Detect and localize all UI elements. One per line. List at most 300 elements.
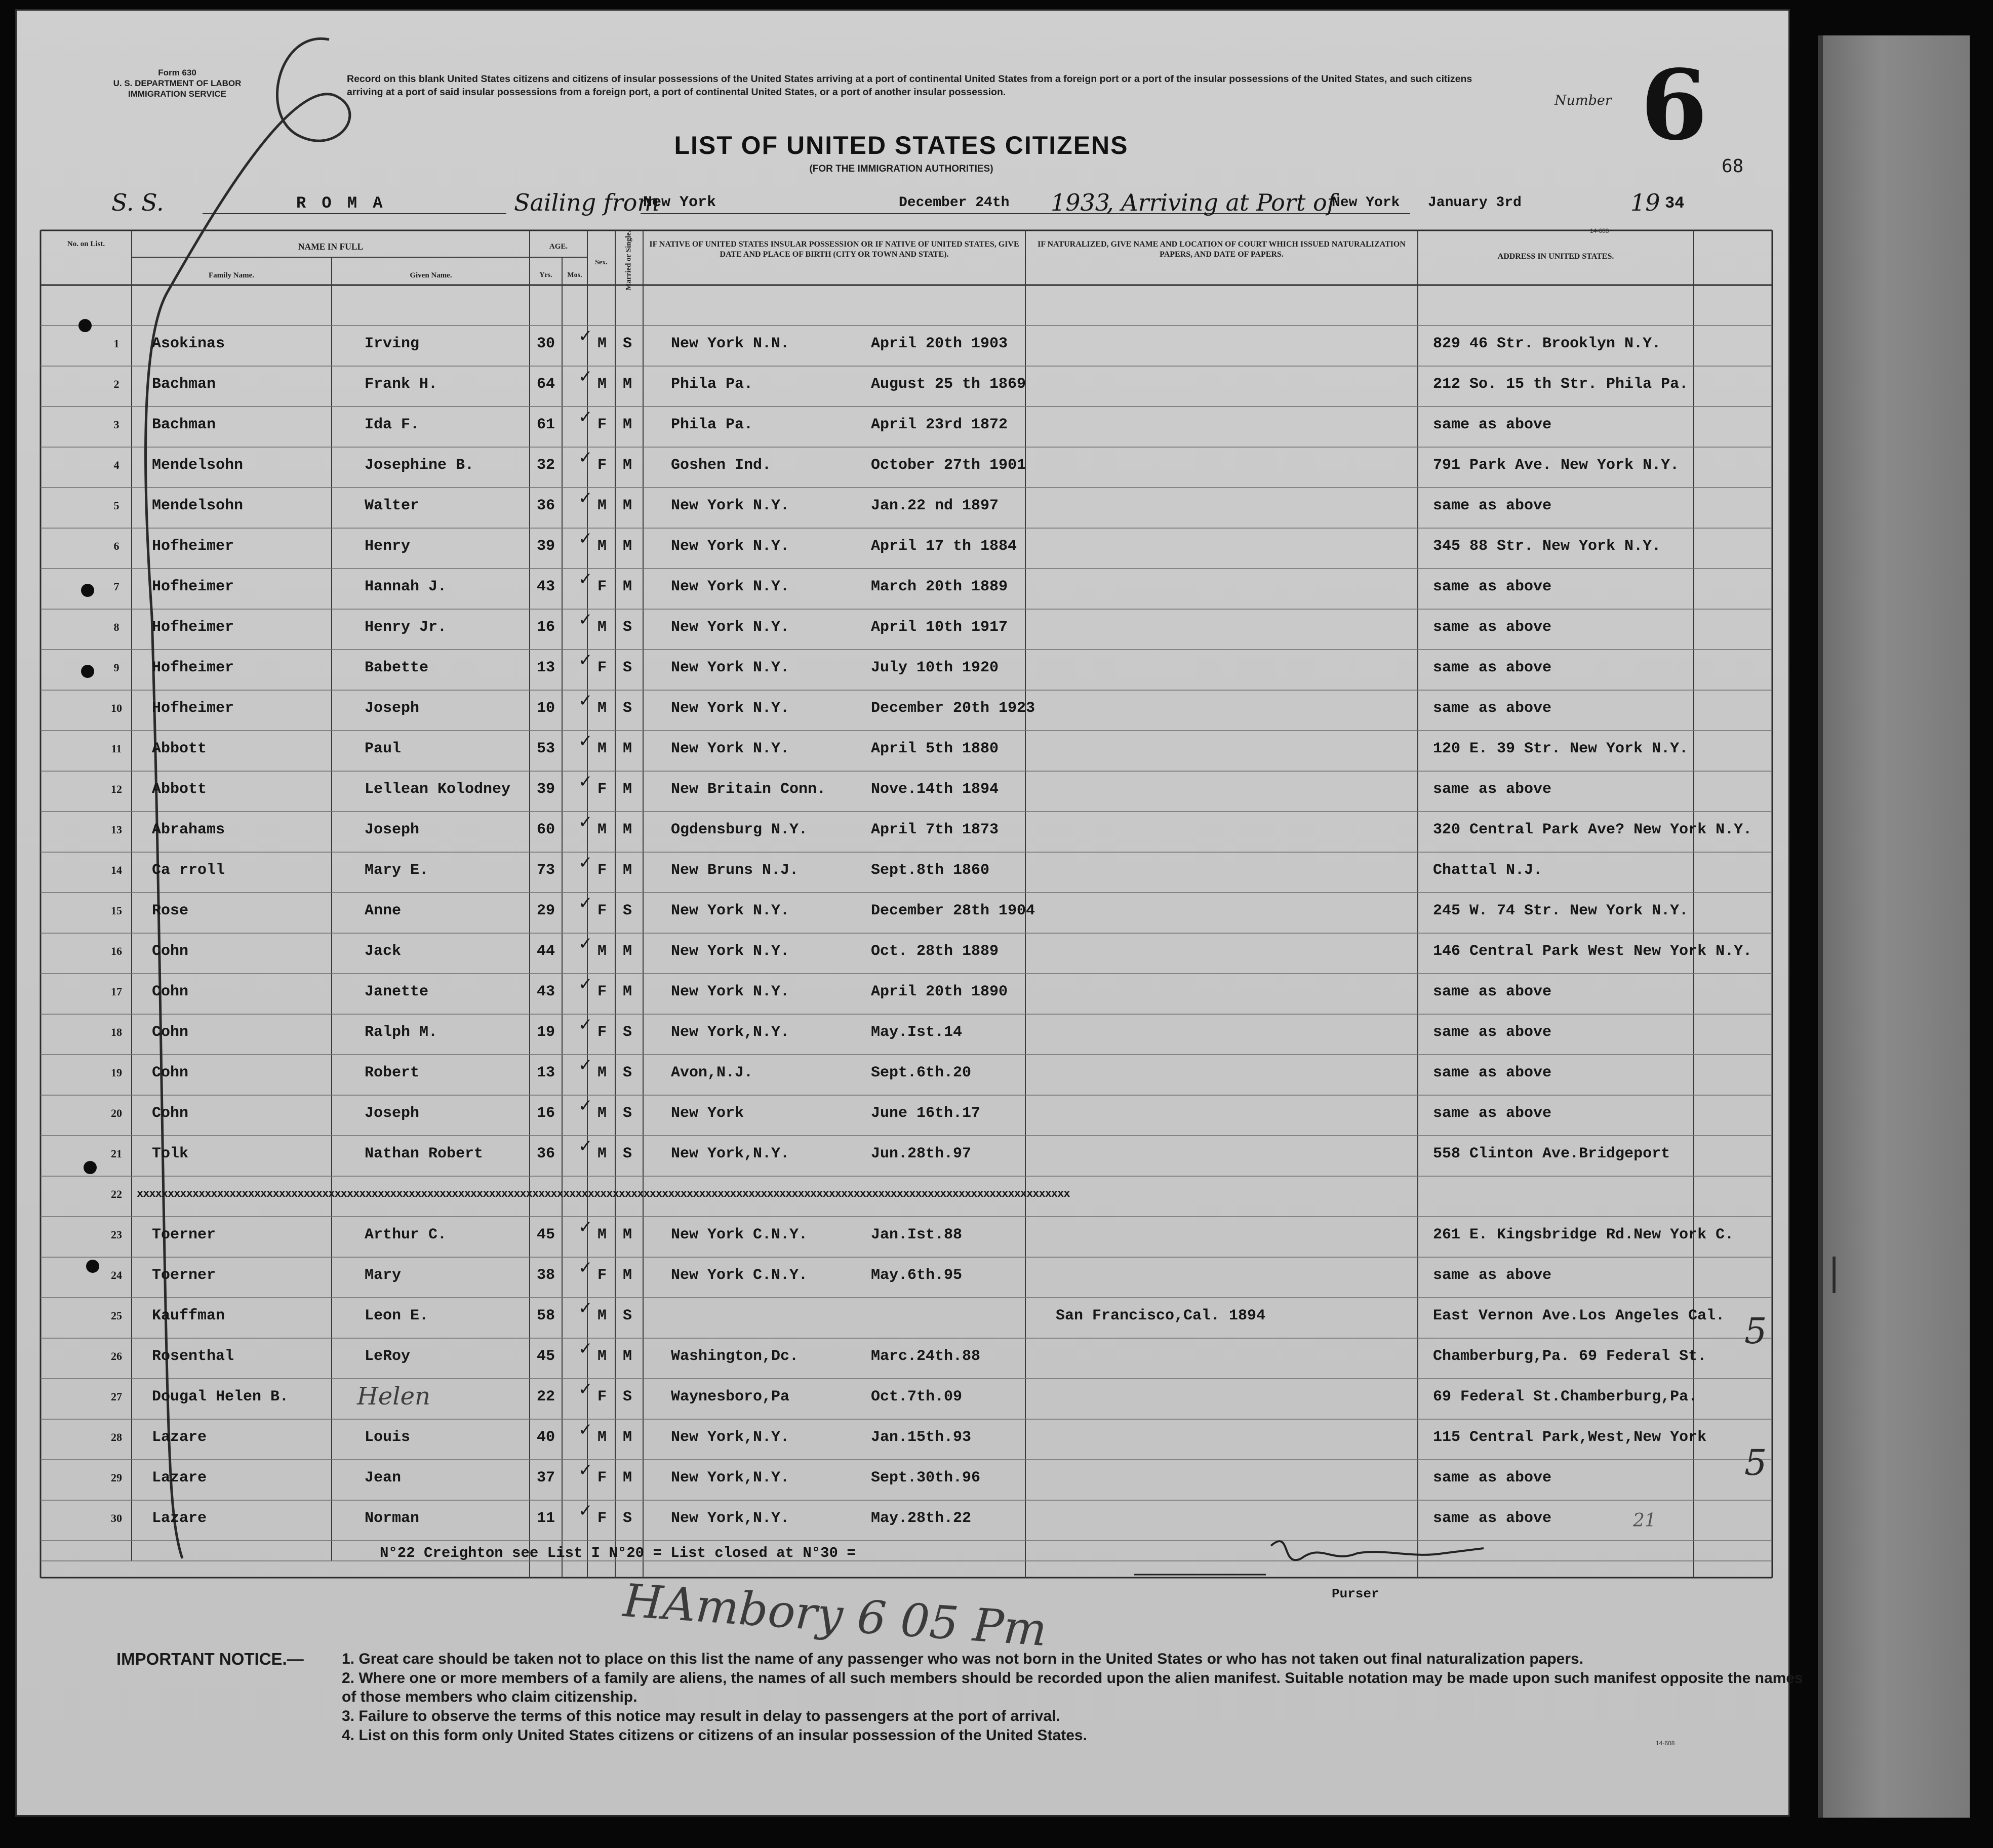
service-name: IMMIGRATION SERVICE [128, 89, 226, 99]
marital-status: M [623, 1348, 632, 1365]
given-name: Babette [365, 659, 429, 676]
us-address: same as above [1433, 416, 1552, 433]
marital-status: M [623, 376, 632, 393]
birth-date: Marc.24th.88 [871, 1348, 981, 1365]
naturalization: San Francisco,Cal. 1894 [1056, 1307, 1266, 1324]
family-name: Bachman [152, 376, 216, 393]
table-row [15, 1298, 1790, 1346]
birth-place: New York,N.Y. [671, 1024, 790, 1041]
marital-status: S [623, 1024, 632, 1041]
birth-date: April 10th 1917 [871, 619, 1008, 636]
birth-place: Avon,N.J. [671, 1064, 753, 1081]
marital-status: M [623, 1226, 632, 1243]
row-number: 6 [113, 540, 119, 552]
birth-date: Oct. 28th 1889 [871, 943, 999, 960]
age-years: 30 [537, 335, 555, 352]
sex: F [597, 1469, 607, 1487]
sex: M [597, 821, 607, 838]
ss-label: S. S. [111, 189, 164, 216]
family-name: Rosenthal [152, 1348, 234, 1365]
table-row [15, 1460, 1790, 1508]
us-address: 345 88 Str. New York N.Y. [1433, 538, 1661, 555]
department-name: U. S. DEPARTMENT OF LABOR [113, 78, 242, 88]
purser-label: Purser [1332, 1586, 1379, 1601]
family-name: Lazare [152, 1429, 207, 1446]
row-number: 15 [111, 904, 122, 917]
sex: M [597, 700, 607, 717]
notice-item-4: 4. List on this form only United States citizens or citizens of an insular possession of the United States. [342, 1727, 1087, 1744]
table-row [15, 1184, 1790, 1224]
checkmark-icon: ✓ [578, 1015, 593, 1035]
row-number: 27 [111, 1390, 122, 1403]
checkmark-icon: ✓ [578, 1217, 593, 1237]
table-row [15, 1258, 1790, 1305]
sex: F [597, 457, 607, 474]
sex: M [597, 1307, 607, 1324]
sex: M [597, 943, 607, 960]
row-number: 20 [111, 1107, 122, 1119]
family-name: Abbott [152, 740, 207, 757]
checkmark-icon: ✓ [578, 448, 593, 468]
manifest-sheet [15, 9, 1803, 1817]
table-row [15, 853, 1790, 900]
given-name: Louis [365, 1429, 411, 1446]
checkmark-icon: ✓ [578, 610, 593, 630]
birth-date: June 16th.17 [871, 1105, 981, 1122]
birth-place: New York C.N.Y. [671, 1226, 808, 1243]
marital-status: M [623, 578, 632, 595]
birth-place: New York,N.Y. [671, 1510, 790, 1527]
birth-date: April 23rd 1872 [871, 416, 1008, 433]
given-name: Anne [365, 902, 402, 919]
age-years: 60 [537, 821, 555, 838]
family-name: Asokinas [152, 335, 225, 352]
checkmark-icon: ✓ [578, 488, 593, 508]
given-name: Ralph M. [365, 1024, 438, 1041]
edge-mark: | [1828, 1251, 1841, 1293]
age-years: 16 [537, 619, 555, 636]
tally-mark: 21 [1633, 1510, 1656, 1531]
sex: M [597, 538, 607, 555]
birth-place: New Britain Conn. [671, 781, 826, 798]
sailing-date: December 24th [899, 195, 1010, 211]
marital-status: S [623, 1064, 632, 1081]
marital-status: M [623, 740, 632, 757]
form-number: Form 630 [158, 68, 196, 77]
checkmark-icon: ✓ [578, 1339, 593, 1359]
table-row [15, 1217, 1790, 1265]
age-years: 36 [537, 1145, 555, 1162]
age-years: 73 [537, 862, 555, 879]
family-name: Bachman [152, 416, 216, 433]
binder-hole [81, 665, 94, 678]
given-name: Norman [365, 1510, 420, 1527]
marital-status: M [623, 943, 632, 960]
sex: M [597, 335, 607, 352]
us-address: same as above [1433, 983, 1552, 1000]
checkmark-icon: ✓ [578, 1055, 593, 1075]
binder-hole [81, 584, 94, 597]
age-years: 38 [537, 1267, 555, 1284]
margin-mark-2: 5 [1744, 1442, 1767, 1483]
binder-hole [84, 1161, 97, 1174]
marital-status: S [623, 659, 632, 676]
checkmark-icon: ✓ [578, 569, 593, 589]
family-name: Mendelsohn [152, 497, 244, 514]
sex: M [597, 497, 607, 514]
birth-place: New York N.Y. [671, 740, 790, 757]
given-name: Joseph [365, 1105, 420, 1122]
checkmark-icon: ✓ [578, 1096, 593, 1116]
arriving-year: 34 [1665, 194, 1685, 213]
family-name: Abrahams [152, 821, 225, 838]
family-name: Rose [152, 902, 189, 919]
table-row [15, 934, 1790, 981]
marital-status: S [623, 1388, 632, 1405]
birth-place: Ogdensburg N.Y. [671, 821, 808, 838]
row-number: 30 [111, 1512, 122, 1524]
given-name: Robert [365, 1064, 420, 1081]
sex: M [597, 1348, 607, 1365]
birth-date: April 17 th 1884 [871, 538, 1017, 555]
age-years: 53 [537, 740, 555, 757]
given-name: Jack [365, 943, 402, 960]
birth-date: Jan.15th.93 [871, 1429, 972, 1446]
header-yrs: Yrs. [539, 271, 552, 279]
marital-status: M [623, 1429, 632, 1446]
checkmark-icon: ✓ [578, 772, 593, 792]
table-row [15, 1096, 1790, 1143]
sex: F [597, 862, 607, 879]
marital-status: S [623, 1105, 632, 1122]
table-row [15, 1015, 1790, 1062]
sex: M [597, 740, 607, 757]
sex: F [597, 578, 607, 595]
table-row [15, 610, 1790, 657]
birth-date: Jun.28th.97 [871, 1145, 972, 1162]
family-name: Hofheimer [152, 578, 234, 595]
row-number: 4 [113, 459, 119, 471]
given-name: Frank H. [365, 376, 438, 393]
header-family-name: Family Name. [209, 271, 254, 279]
birth-date: August 25 th 1869 [871, 376, 1026, 393]
given-name: Joseph [365, 700, 420, 717]
sex: F [597, 1267, 607, 1284]
birth-date: December 28th 1904 [871, 902, 1035, 919]
sailing-year: 1933 [1051, 189, 1110, 216]
us-address: 320 Central Park Ave? New York N.Y. [1433, 821, 1752, 838]
row-number: 1 [113, 337, 119, 350]
checkmark-icon: ✓ [578, 1258, 593, 1278]
us-address: 115 Central Park,West,New York [1433, 1429, 1707, 1446]
us-address: 146 Central Park West New York N.Y. [1433, 943, 1752, 960]
notice-title: IMPORTANT NOTICE.— [116, 1650, 304, 1668]
birth-date: December 20th 1923 [871, 700, 1035, 717]
age-years: 40 [537, 1429, 555, 1446]
marital-status: M [623, 497, 632, 514]
us-address: same as above [1433, 1510, 1552, 1527]
birth-place: New York [671, 1105, 744, 1122]
table-row [15, 1339, 1790, 1386]
us-address: 829 46 Str. Brooklyn N.Y. [1433, 335, 1661, 352]
sex: M [597, 1145, 607, 1162]
us-address: same as above [1433, 578, 1552, 595]
birth-place: New York N.Y. [671, 497, 790, 514]
family-name: Hofheimer [152, 619, 234, 636]
table-row [15, 529, 1790, 576]
us-address: same as above [1433, 1024, 1552, 1041]
checkmark-icon: ✓ [578, 974, 593, 994]
page-subtitle: (FOR THE IMMIGRATION AUTHORITIES) [809, 164, 993, 174]
age-years: 16 [537, 1105, 555, 1122]
sailing-port: New York [643, 194, 716, 211]
marital-status: M [623, 1469, 632, 1487]
table-row [15, 448, 1790, 495]
given-name: Mary E. [365, 862, 429, 879]
birth-date: April 7th 1873 [871, 821, 999, 838]
us-address: 212 So. 15 th Str. Phila Pa. [1433, 376, 1689, 393]
age-years: 39 [537, 538, 555, 555]
given-name: Jean [365, 1469, 402, 1487]
birth-place: New York,N.Y. [671, 1145, 790, 1162]
birth-place: Phila Pa. [671, 376, 753, 393]
age-years: 45 [537, 1348, 555, 1365]
age-years: 45 [537, 1226, 555, 1243]
form-code-top: 14-608 [1590, 227, 1609, 234]
checkmark-icon: ✓ [578, 1501, 593, 1521]
header-sex: Sex. [595, 259, 608, 266]
row-number: 3 [113, 418, 119, 431]
sex: F [597, 1024, 607, 1041]
header-naturalized: IF NATURALIZED, GIVE NAME AND LOCATION OF COURT WHICH ISSUED NATURALIZATION PAPERS, AND DATE OF PAPERS. [1038, 240, 1406, 259]
row-number: 14 [111, 864, 122, 876]
birth-date: April 5th 1880 [871, 740, 999, 757]
marital-status: S [623, 700, 632, 717]
checkmark-icon: ✓ [578, 691, 593, 711]
checkmark-icon: ✓ [578, 367, 593, 387]
table-row [15, 812, 1790, 860]
birth-date: Sept.8th 1860 [871, 862, 990, 879]
us-address: 791 Park Ave. New York N.Y. [1433, 457, 1680, 474]
family-name: Cohn [152, 983, 189, 1000]
family-name: Kauffman [152, 1307, 225, 1324]
checkmark-icon: ✓ [578, 529, 593, 549]
row-number: 23 [111, 1228, 122, 1241]
table-row [15, 407, 1790, 455]
marital-status: S [623, 1145, 632, 1162]
age-years: 43 [537, 983, 555, 1000]
sex: F [597, 416, 607, 433]
year-prefix: 19 [1630, 189, 1660, 216]
given-name: Paul [365, 740, 402, 757]
birth-date: Oct.7th.09 [871, 1388, 963, 1405]
marital-status: M [623, 983, 632, 1000]
birth-place: New York N.Y. [671, 659, 790, 676]
birth-place: New York N.Y. [671, 943, 790, 960]
sex: F [597, 983, 607, 1000]
number-label: Number [1554, 93, 1612, 108]
us-address: 261 E. Kingsbridge Rd.New York C. [1433, 1226, 1734, 1243]
row-number: 26 [111, 1350, 122, 1362]
checkmark-icon: ✓ [578, 1379, 593, 1399]
table-row [15, 772, 1790, 819]
row-number: 21 [111, 1147, 122, 1160]
handwritten-signature: HAmbory 6 05 Pm [621, 1574, 1049, 1657]
sex: M [597, 619, 607, 636]
birth-date: July 10th 1920 [871, 659, 999, 676]
header-age: AGE. [549, 243, 568, 251]
age-years: 19 [537, 1024, 555, 1041]
checkmark-icon: ✓ [578, 853, 593, 873]
age-years: 13 [537, 659, 555, 676]
form-code-bottom: 14-608 [1656, 1740, 1675, 1747]
marital-status: S [623, 1510, 632, 1527]
row-number: 28 [111, 1431, 122, 1443]
arriving-port: New York [1332, 195, 1400, 211]
header-no: No. on List. [67, 240, 105, 248]
marital-status: M [623, 821, 632, 838]
header-given-name: Given Name. [410, 271, 452, 279]
us-address: same as above [1433, 659, 1552, 676]
family-name: Cohn [152, 1105, 189, 1122]
us-address: same as above [1433, 619, 1552, 636]
marital-status: M [623, 457, 632, 474]
row-number: 17 [111, 985, 122, 998]
sex: M [597, 376, 607, 393]
table-row [15, 488, 1790, 536]
row-number: 5 [113, 499, 119, 512]
checkmark-icon: ✓ [578, 1460, 593, 1480]
checkmark-icon: ✓ [578, 650, 593, 670]
checkmark-icon: ✓ [578, 731, 593, 751]
age-years: 13 [537, 1064, 555, 1081]
handwritten-given-name: Helen [357, 1382, 430, 1411]
birth-date: May.Ist.14 [871, 1024, 963, 1041]
sex: F [597, 781, 607, 798]
family-name: Cohn [152, 943, 189, 960]
sex: F [597, 1388, 607, 1405]
struck-out-row: xxxxxxxxxxxxxxxxxxxxxxxxxxxxxxxxxxxxxxxxxxxxxxxxxxxxxxxxxxxxxxxxxxxxxxxxxxxxxxxxxxxxxxxxxxxxxxxxxxxxxxxxxxxxxxxxxxxxxxxxxxxxxxxxxxxxxxxxxxxxxxxxxxxxxxx [137, 1188, 1070, 1200]
age-years: 36 [537, 497, 555, 514]
checkmark-icon: ✓ [578, 934, 593, 954]
list-number: 6 [1641, 49, 1708, 162]
arriving-label: , Arriving at Port of [1106, 189, 1336, 216]
us-address: 245 W. 74 Str. New York N.Y. [1433, 902, 1689, 919]
birth-place: New York N.Y. [671, 902, 790, 919]
header-married-single: Married or Single. [624, 230, 633, 291]
marital-status: M [623, 862, 632, 879]
given-name: Henry [365, 538, 411, 555]
birth-place: New York N.Y. [671, 538, 790, 555]
us-address: 120 E. 39 Str. New York N.Y. [1433, 740, 1689, 757]
row-number: 2 [113, 378, 119, 390]
adjacent-page-edge [1818, 35, 1970, 1818]
us-address: same as above [1433, 1267, 1552, 1284]
row-number: 11 [111, 742, 122, 755]
us-address: East Vernon Ave.Los Angeles Cal. [1433, 1307, 1725, 1324]
checkmark-icon: ✓ [578, 1136, 593, 1156]
row-number: 10 [111, 702, 122, 714]
sailing-label: Sailing from [514, 189, 660, 216]
checkmark-icon: ✓ [578, 1420, 593, 1440]
marital-status: S [623, 1307, 632, 1324]
row-number: 19 [111, 1066, 122, 1079]
header-name-in-full: NAME IN FULL [298, 242, 364, 252]
age-years: 29 [537, 902, 555, 919]
given-name: Henry Jr. [365, 619, 447, 636]
marital-status: M [623, 781, 632, 798]
given-name: Irving [365, 335, 420, 352]
age-years: 58 [537, 1307, 555, 1324]
family-name: Hofheimer [152, 700, 234, 717]
table-row [15, 893, 1790, 941]
given-name: LeRoy [365, 1348, 411, 1365]
birth-place: New Bruns N.J. [671, 862, 799, 879]
family-name: Hofheimer [152, 538, 234, 555]
us-address: same as above [1433, 1105, 1552, 1122]
birth-place: New York N.Y. [671, 619, 790, 636]
birth-place: Phila Pa. [671, 416, 753, 433]
age-years: 39 [537, 781, 555, 798]
table-row [15, 367, 1790, 414]
table-row [15, 569, 1790, 617]
sex: M [597, 1105, 607, 1122]
birth-place: Washington,Dc. [671, 1348, 799, 1365]
given-name: Mary [365, 1267, 402, 1284]
sex: M [597, 1429, 607, 1446]
family-name: Toerner [152, 1226, 216, 1243]
row-number: 24 [111, 1269, 122, 1281]
birth-place: New York N.N. [671, 335, 790, 352]
birth-date: April 20th 1890 [871, 983, 1008, 1000]
given-name: Nathan Robert [365, 1145, 484, 1162]
age-years: 44 [537, 943, 555, 960]
sex: M [597, 1226, 607, 1243]
birth-place: New York N.Y. [671, 983, 790, 1000]
birth-date: May.28th.22 [871, 1510, 972, 1527]
age-years: 22 [537, 1388, 555, 1405]
table-row [15, 650, 1790, 698]
marital-status: M [623, 538, 632, 555]
table-row [15, 1379, 1790, 1427]
given-name: Josephine B. [365, 457, 474, 474]
table-row [15, 1136, 1790, 1184]
age-years: 43 [537, 578, 555, 595]
header-mos: Mos. [567, 271, 582, 279]
table-row [15, 1055, 1790, 1103]
birth-date: March 20th 1889 [871, 578, 1008, 595]
family-name: Tolk [152, 1145, 189, 1162]
family-name: Lazare [152, 1469, 207, 1487]
sex: F [597, 1510, 607, 1527]
birth-date: April 20th 1903 [871, 335, 1008, 352]
checkmark-icon: ✓ [578, 326, 593, 346]
row-number: 12 [111, 783, 122, 795]
arriving-date: January 3rd [1428, 195, 1522, 211]
given-name: Lellean Kolodney [365, 781, 511, 798]
row-number: 25 [111, 1309, 122, 1322]
us-address: Chattal N.J. [1433, 862, 1543, 879]
us-address: same as above [1433, 497, 1552, 514]
family-name: Toerner [152, 1267, 216, 1284]
header-address: ADDRESS IN UNITED STATES. [1497, 252, 1614, 261]
table-row [15, 326, 1790, 374]
family-name: Cohn [152, 1024, 189, 1041]
given-name: Janette [365, 983, 429, 1000]
family-name: Cohn [152, 1064, 189, 1081]
given-name: Arthur C. [365, 1226, 447, 1243]
us-address: same as above [1433, 700, 1552, 717]
